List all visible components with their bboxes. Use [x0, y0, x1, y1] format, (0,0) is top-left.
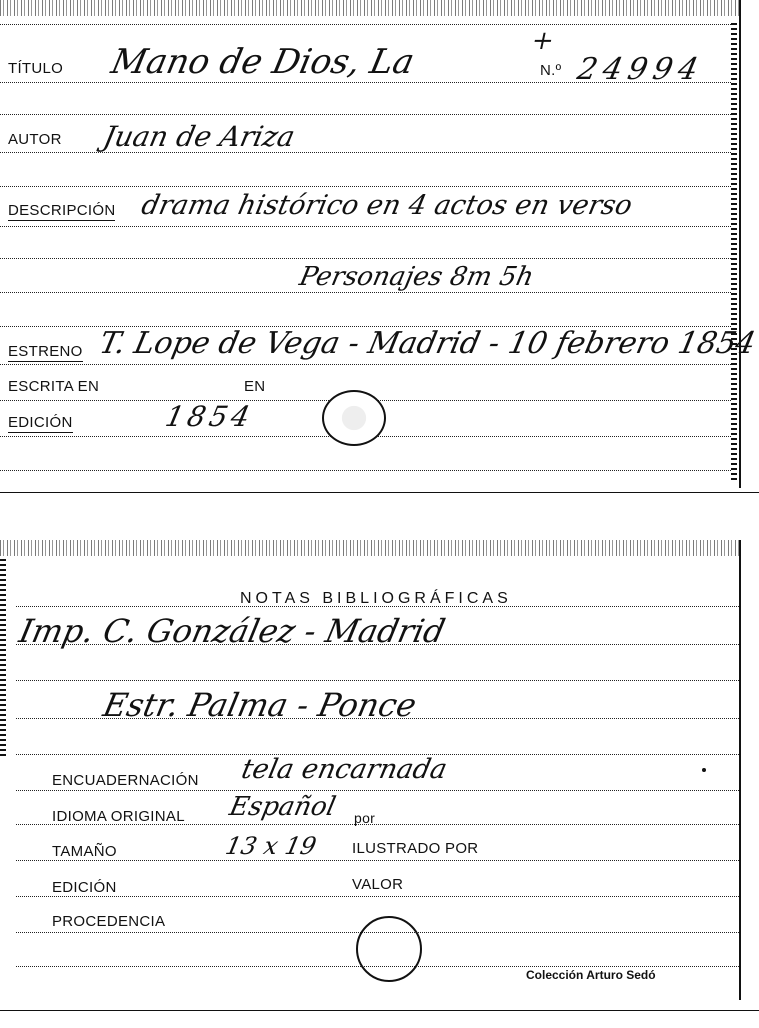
- card-edge-texture: [0, 0, 739, 16]
- card-edge-texture-left: [0, 556, 6, 756]
- ruled-line: [16, 896, 739, 897]
- collection-credit: Colección Arturo Sedó: [526, 968, 656, 982]
- round-stamp: [322, 390, 386, 446]
- characters-value: Personajes 8m 5h: [296, 262, 537, 292]
- ruled-line: [0, 186, 731, 187]
- catalog-card-bottom: [0, 540, 741, 1000]
- ruled-line: [0, 292, 731, 293]
- note-line-1: Imp. C. González - Madrid: [15, 612, 449, 650]
- ruled-line: [0, 24, 731, 25]
- size-label: TAMAÑO: [52, 843, 117, 860]
- original-language-value: Español: [226, 792, 339, 822]
- original-language-label: IDIOMA ORIGINAL: [52, 808, 185, 825]
- ink-dot: [702, 768, 706, 772]
- binding-label: ENCUADERNACIÓN: [52, 772, 199, 789]
- ruled-line: [0, 258, 731, 259]
- in-label: EN: [244, 378, 266, 395]
- ruled-line: [16, 790, 739, 791]
- catalog-card-top: [0, 0, 759, 488]
- illustrated-by-label: ILUSTRADO POR: [352, 840, 479, 857]
- ruled-line: [0, 114, 731, 115]
- number-label: N.º: [540, 62, 562, 79]
- author-label: AUTOR: [8, 131, 62, 148]
- ruled-line: [0, 226, 731, 227]
- title-label: TÍTULO: [8, 60, 64, 77]
- number-dagger: +: [528, 26, 557, 56]
- ruled-line: [0, 470, 731, 471]
- card-separator: [0, 1010, 759, 1011]
- card-edge-texture: [0, 540, 739, 556]
- bibliographic-notes-heading: NOTAS BIBLIOGRÁFICAS: [240, 590, 512, 607]
- number-value: 24994: [574, 52, 708, 87]
- premiere-value: T. Lope de Vega - Madrid - 10 febrero 1854: [96, 326, 759, 361]
- ruled-line: [16, 860, 739, 861]
- title-value: Mano de Dios, La: [107, 42, 418, 82]
- premiere-label: ESTRENO: [8, 343, 83, 360]
- edition-label: EDICIÓN: [8, 414, 73, 431]
- description-label: DESCRIPCIÓN: [8, 202, 116, 219]
- ruled-line: [0, 364, 731, 365]
- binding-value: tela encarnada: [238, 754, 450, 785]
- description-value: drama histórico en 4 actos en verso: [138, 190, 636, 221]
- ruled-line: [16, 680, 739, 681]
- by-label: por: [354, 810, 376, 826]
- value-label: VALOR: [352, 876, 404, 893]
- size-value: 13 x 19: [223, 832, 319, 860]
- round-stamp: [356, 916, 422, 982]
- written-in-label: ESCRITA EN: [8, 378, 100, 395]
- provenance-label: PROCEDENCIA: [52, 913, 166, 930]
- edition-value: 1854: [162, 400, 257, 433]
- author-value: Juan de Ariza: [100, 120, 298, 153]
- card-separator: [0, 492, 759, 493]
- note-line-2: Estr. Palma - Ponce: [99, 686, 420, 724]
- edition-label: EDICIÓN: [52, 879, 117, 896]
- card-edge-texture-right: [731, 20, 737, 480]
